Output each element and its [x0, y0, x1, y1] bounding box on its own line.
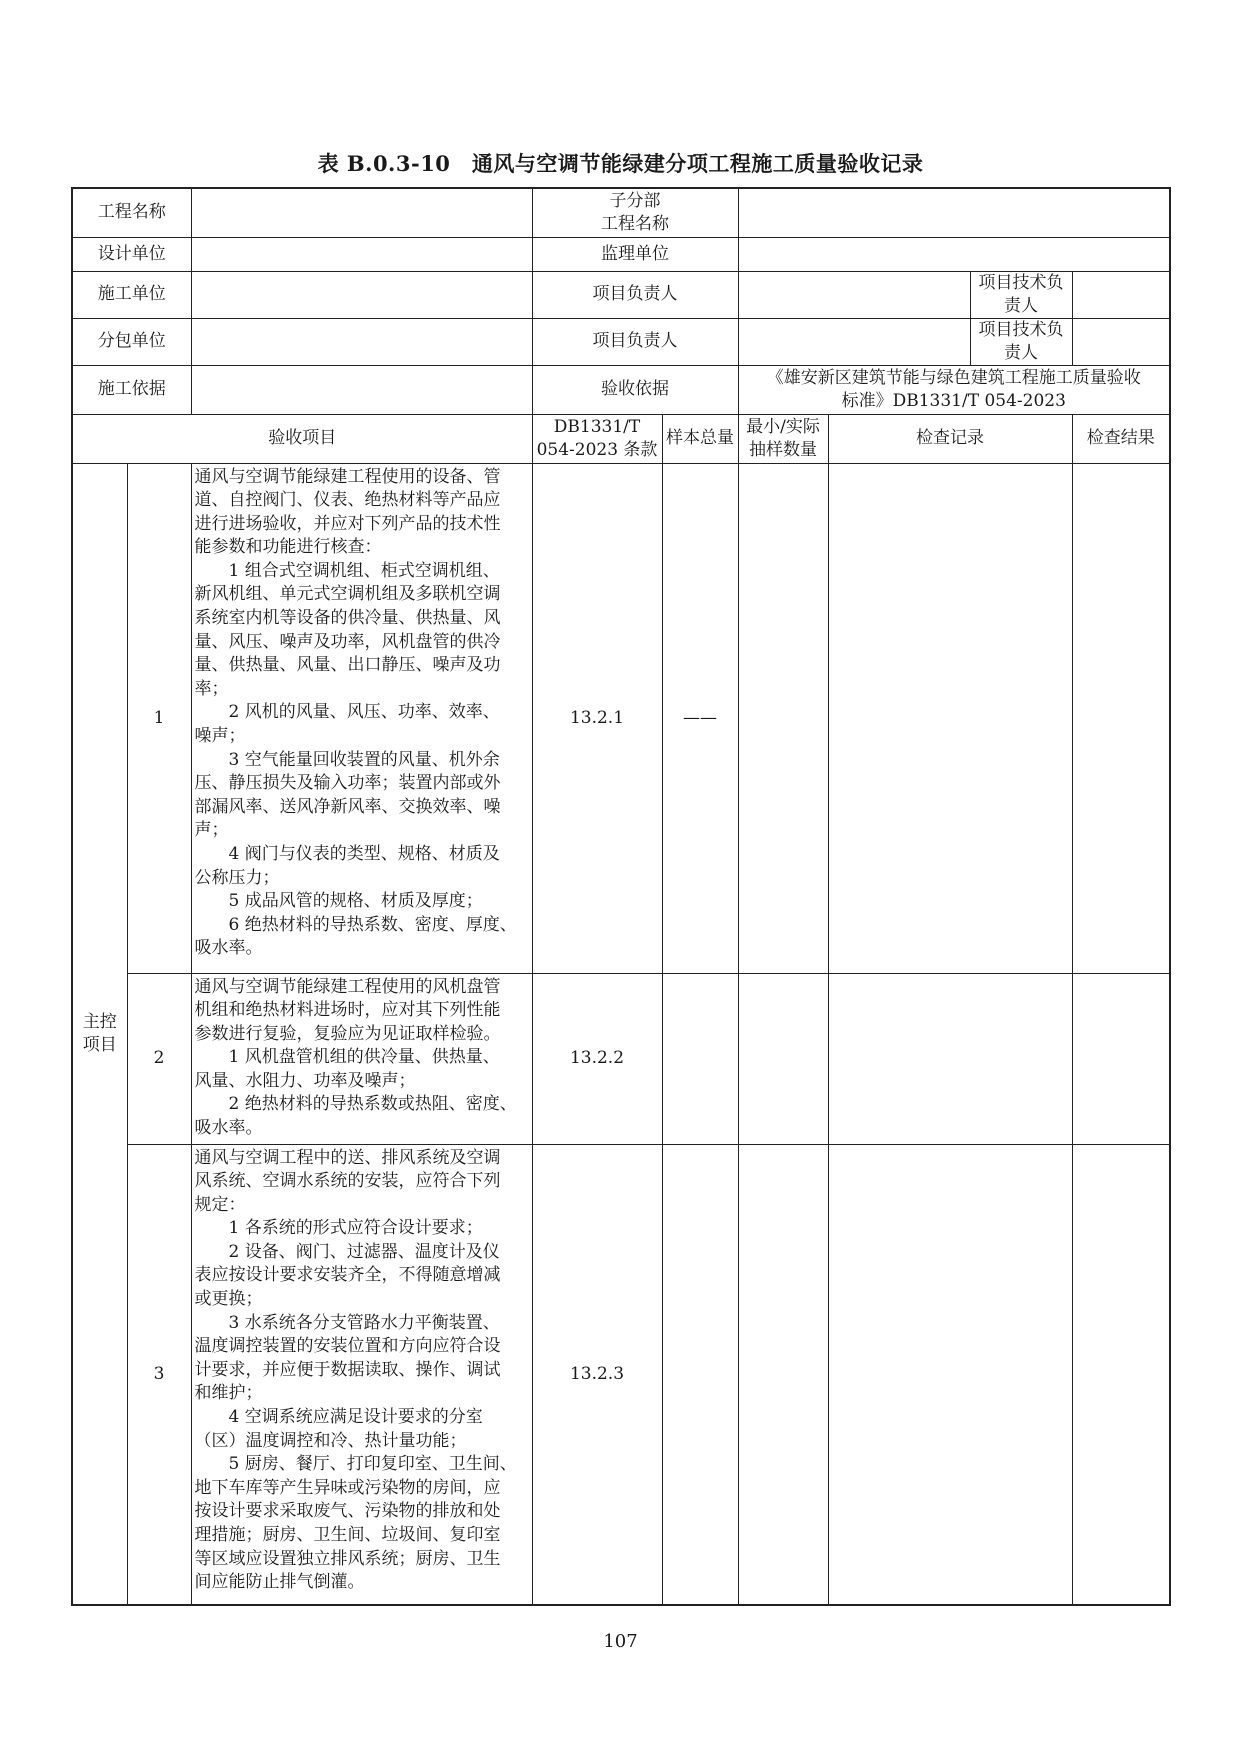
subcontract-manager-label: 项目负责人 [532, 318, 738, 365]
design-unit-value[interactable] [191, 237, 532, 271]
item2-line: 通风与空调节能绿建工程使用的风机盘管 [194, 976, 501, 997]
design-unit-label: 设计单位 [72, 237, 191, 271]
item1-line: 3 空气能量回收装置的风量、机外余 [194, 749, 500, 770]
col-min-sample-header [738, 414, 828, 463]
item-min-sample[interactable] [738, 1144, 828, 1605]
item1-line: 部漏风率、送风净新风率、交换效率、噪 [194, 796, 501, 817]
col-clause-header [532, 414, 662, 463]
item3-line: 通风与空调工程中的送、排风系统及空调 [194, 1147, 501, 1168]
item2-line: 参数进行复验，复验应为见证取样检验。 [194, 1023, 501, 1044]
item-inspection-result[interactable] [1072, 1144, 1170, 1605]
item-inspection-record[interactable] [828, 1144, 1072, 1605]
item3-line: 理措施；厨房、卫生间、垃圾间、复印室 [194, 1525, 501, 1545]
item-sample-total [662, 973, 738, 1144]
construction-unit-label: 施工单位 [72, 271, 191, 318]
item1-line: 5 成品风管的规格、材质及厚度； [194, 891, 483, 912]
item3-line: 或更换； [194, 1289, 263, 1310]
project-name-value[interactable] [191, 188, 532, 237]
item2-line: 机组和绝热材料进场时，应对其下列性能 [194, 1000, 501, 1021]
item-inspection-record[interactable] [828, 973, 1072, 1144]
item-number: 3 [127, 1144, 191, 1605]
item-inspection-result[interactable] [1072, 463, 1170, 973]
item-min-sample[interactable] [738, 463, 828, 973]
acceptance-basis-value [738, 365, 1170, 414]
project-name-label: 工程名称 [72, 188, 191, 237]
supervision-unit-value[interactable] [738, 237, 1170, 271]
category-line2: 项目 [82, 1034, 117, 1055]
column-header-row [72, 414, 1170, 463]
header-row-subcontract [72, 318, 1170, 365]
item-number: 2 [127, 973, 191, 1144]
category-line1: 主控 [82, 1011, 117, 1032]
col-min-sample-line2: 抽样数量 [749, 439, 817, 460]
tech-manager-value[interactable] [1072, 271, 1170, 318]
item2-line: 风量、水阻力、功率及噪声； [194, 1070, 416, 1091]
item1-line: 进行进场验收，并应对下列产品的技术性 [194, 513, 501, 534]
item1-line: 量、风压、噪声及功率，风机盘管的供冷 [194, 631, 501, 652]
item1-line: 1 组合式空调机组、柜式空调机组、 [194, 560, 500, 581]
item3-line: 规定： [194, 1194, 246, 1215]
item1-line: 量、供热量、风量、出口静压、噪声及功 [194, 655, 501, 676]
col-inspection-record-header: 检查记录 [828, 414, 1072, 463]
item1-line: 2 风机的风量、风压、功率、效率、 [194, 702, 500, 723]
item-clause: 13.2.1 [532, 463, 662, 973]
item2-line: 1 风机盘管机组的供冷量、供热量、 [194, 1047, 500, 1068]
table-row [72, 463, 1170, 973]
item1-line: 压、静压损失及输入功率；装置内部或外 [194, 773, 501, 794]
subcontract-unit-value[interactable] [191, 318, 532, 365]
header-row-basis [72, 365, 1170, 414]
header-row-design [72, 237, 1170, 271]
col-item-header: 验收项目 [72, 414, 532, 463]
subcontract-manager-value[interactable] [738, 318, 970, 365]
col-min-sample-line1: 最小/实际 [746, 416, 820, 437]
item3-line: 等区域应设置独立排风系统；厨房、卫生 [194, 1548, 501, 1569]
item1-line: 吸水率。 [194, 938, 263, 959]
acceptance-basis-line1: 《雄安新区建筑节能与绿色建筑工程施工质量验收 [766, 367, 1141, 388]
header-row-construction [72, 271, 1170, 318]
item1-line: 通风与空调节能绿建工程使用的设备、管 [194, 466, 501, 487]
item3-line: 间应能防止排气倒灌。 [194, 1572, 365, 1593]
item1-line: 噪声； [194, 726, 246, 747]
item3-line: 温度调控装置的安装位置和方向应符合设 [194, 1336, 501, 1357]
item1-line: 6 绝热材料的导热系数、密度、厚度、 [194, 914, 517, 935]
construction-unit-value[interactable] [191, 271, 532, 318]
item3-line: 1 各系统的形式应符合设计要求； [194, 1218, 483, 1239]
subcontract-tech-manager-label: 项目技术负责人 [970, 318, 1072, 365]
subcontract-tech-manager-value[interactable] [1072, 318, 1170, 365]
item-min-sample[interactable] [738, 973, 828, 1144]
table-row [72, 973, 1170, 1144]
col-inspection-result-header: 检查结果 [1072, 414, 1170, 463]
sub-project-label-line1: 子分部 [609, 190, 661, 211]
item3-line: 风系统、空调水系统的安装，应符合下列 [194, 1171, 501, 1192]
page-title: 表 B.0.3-10 通风与空调节能绿建分项工程施工质量验收记录 [317, 151, 924, 176]
item3-line: 4 空调系统应满足设计要求的分室 [194, 1407, 483, 1428]
construction-basis-value[interactable] [191, 365, 532, 414]
item3-line: 和维护； [194, 1383, 263, 1404]
item1-line: 道、自控阀门、仪表、绝热材料等产品应 [194, 490, 501, 511]
sub-project-label [532, 188, 738, 237]
item1-line: 系统室内机等设备的供冷量、供热量、风 [194, 608, 501, 629]
item-clause: 13.2.2 [532, 973, 662, 1144]
tech-manager-label: 项目技术负责人 [970, 271, 1072, 318]
col-clause-line2: 054-2023 条款 [536, 439, 658, 460]
project-manager-value[interactable] [738, 271, 970, 318]
item3-line: 按设计要求采取废气、污染物的排放和处 [194, 1501, 501, 1522]
page-number: 107 [603, 1631, 638, 1652]
item3-line: 表应按设计要求安装齐全，不得随意增减 [194, 1265, 501, 1286]
col-sample-total-header: 样本总量 [662, 414, 738, 463]
item-inspection-result[interactable] [1072, 973, 1170, 1144]
item-inspection-record[interactable] [828, 463, 1072, 973]
project-manager-label: 项目负责人 [532, 271, 738, 318]
header-row-project [72, 188, 1170, 237]
sub-project-label-line2: 工程名称 [601, 213, 669, 234]
supervision-unit-label: 监理单位 [532, 237, 738, 271]
item1-line: 能参数和功能进行核查： [194, 537, 382, 558]
acceptance-basis-line2: 标准》DB1331/T 054-2023 [841, 390, 1066, 411]
item3-line: 2 设备、阀门、过滤器、温度计及仪 [194, 1241, 500, 1262]
item-description [191, 463, 532, 973]
item-description [191, 973, 532, 1144]
item3-line: 地下车库等产生异味或污染物的房间，应 [194, 1477, 501, 1498]
item1-line: 率； [194, 678, 229, 699]
col-clause-line1: DB1331/T [553, 416, 641, 437]
item-number: 1 [127, 463, 191, 973]
item-clause: 13.2.3 [532, 1144, 662, 1605]
item2-line: 2 绝热材料的导热系数或热阻、密度、 [194, 1094, 517, 1115]
item-sample-total [662, 1144, 738, 1605]
acceptance-basis-label: 验收依据 [532, 365, 738, 414]
item1-line: 新风机组、单元式空调机组及多联机空调 [194, 584, 501, 605]
item3-line: 3 水系统各分支管路水力平衡装置、 [194, 1312, 500, 1333]
item1-line: 声； [194, 820, 229, 841]
item1-line: 公称压力； [194, 867, 280, 888]
item-description [191, 1144, 532, 1605]
sub-project-value[interactable] [738, 188, 1170, 237]
construction-basis-label: 施工依据 [72, 365, 191, 414]
item-sample-total: —— [662, 463, 738, 973]
table-row [72, 1144, 1170, 1605]
acceptance-record-table [71, 187, 1171, 1606]
category-cell [72, 463, 127, 1605]
item3-line: 5 厨房、餐厅、打印复印室、卫生间、 [194, 1454, 517, 1475]
item1-line: 4 阀门与仪表的类型、规格、材质及 [194, 844, 500, 864]
item3-line: （区）温度调控和冷、热计量功能； [194, 1430, 467, 1451]
subcontract-unit-label: 分包单位 [72, 318, 191, 365]
item3-line: 计要求，并应便于数据读取、操作、调试 [194, 1359, 501, 1380]
item2-line: 吸水率。 [194, 1118, 263, 1139]
